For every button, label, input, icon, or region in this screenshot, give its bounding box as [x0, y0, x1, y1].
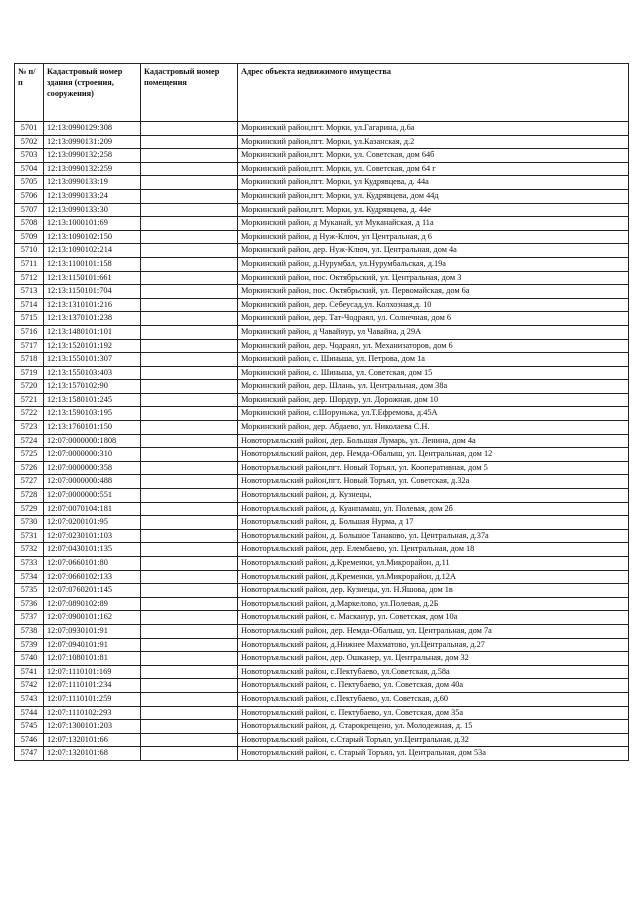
cell-address: Моркинский район, дер. Себеусад,ул. Колхозная,д. 10 — [238, 298, 629, 312]
cell-address: Моркинский район,пгт. Морки, ул.Гагарина, д.6а — [238, 122, 629, 136]
cell-num: 5713 — [15, 285, 44, 299]
cell-room-cadastral — [141, 203, 238, 217]
cell-room-cadastral — [141, 570, 238, 584]
cell-num: 5742 — [15, 679, 44, 693]
table-row — [15, 271, 629, 285]
cell-building-cadastral: 12:13:1090102:150 — [44, 230, 141, 244]
cell-room-cadastral — [141, 122, 238, 136]
cell-num: 5711 — [15, 257, 44, 271]
cell-address: Новоторъяльский район, дер. Елембаево, ул. Центральная, дом 18 — [238, 543, 629, 557]
cell-building-cadastral: 12:07:0070104:181 — [44, 502, 141, 516]
cell-address: Новоторъяльский район, д.Кременки, ул.Микрорайон, д.12А — [238, 570, 629, 584]
cell-num: 5703 — [15, 149, 44, 163]
cell-building-cadastral: 12:07:0890102:89 — [44, 597, 141, 611]
cell-num: 5706 — [15, 189, 44, 203]
cell-address: Моркинский район,пгт. Морки, ул. Кудрявцева, дом 44д — [238, 189, 629, 203]
cell-address: Новоторъяльский район, дер. Кузнецы, ул. Н.Яшова, дом 1в — [238, 584, 629, 598]
table-row — [15, 692, 629, 706]
cell-room-cadastral — [141, 720, 238, 734]
cell-num: 5726 — [15, 461, 44, 475]
table-row — [15, 217, 629, 231]
cell-room-cadastral — [141, 733, 238, 747]
cell-room-cadastral — [141, 285, 238, 299]
cell-building-cadastral: 12:13:1570102:90 — [44, 380, 141, 394]
cell-room-cadastral — [141, 692, 238, 706]
cell-address: Новоторъяльский район, д.Маркелово, ул.Полевая, д.2Б — [238, 597, 629, 611]
table-row — [15, 393, 629, 407]
cell-room-cadastral — [141, 516, 238, 530]
cell-num: 5710 — [15, 244, 44, 258]
cell-room-cadastral — [141, 271, 238, 285]
table-row — [15, 434, 629, 448]
cell-address: Новоторъяльский район, с. Масканур, ул. Советская, дом 10а — [238, 611, 629, 625]
table-header-row — [15, 64, 629, 122]
header-num: № п/п — [15, 64, 44, 122]
table-row — [15, 733, 629, 747]
cell-building-cadastral: 12:07:1110102:293 — [44, 706, 141, 720]
cell-address: Новоторъяльский район, д. Куанпамаш, ул. Полевая, дом 2б — [238, 502, 629, 516]
cell-num: 5715 — [15, 312, 44, 326]
cell-building-cadastral: 12:07:1300101:203 — [44, 720, 141, 734]
cell-num: 5744 — [15, 706, 44, 720]
cell-address: Моркинский район,пгт. Морки, ул Кудрявцева, д. 44а — [238, 176, 629, 190]
table-row — [15, 516, 629, 530]
table-row — [15, 529, 629, 543]
cell-address: Новоторъяльский район, д. Большая Нурма, д 17 — [238, 516, 629, 530]
cell-address: Моркинский район, д.Нурумбал, ул.Нурумбальская, д.19а — [238, 257, 629, 271]
cell-building-cadastral: 12:13:1580101:245 — [44, 393, 141, 407]
table-row — [15, 584, 629, 598]
table-row — [15, 203, 629, 217]
table-row — [15, 679, 629, 693]
cell-building-cadastral: 12:07:1110101:169 — [44, 665, 141, 679]
table-row — [15, 325, 629, 339]
cell-building-cadastral: 12:13:0990133:19 — [44, 176, 141, 190]
cell-address: Моркинский район, пос. Октябрьский, ул. Первомайская, дом 6а — [238, 285, 629, 299]
cell-num: 5747 — [15, 747, 44, 761]
table-row — [15, 353, 629, 367]
cell-num: 5704 — [15, 162, 44, 176]
table-row — [15, 149, 629, 163]
cell-num: 5739 — [15, 638, 44, 652]
cell-address: Новоторъяльский район, дер. Немда-Обалыш, ул. Центральная, дом 12 — [238, 448, 629, 462]
cell-num: 5707 — [15, 203, 44, 217]
cell-room-cadastral — [141, 325, 238, 339]
cell-building-cadastral: 12:13:1310101:216 — [44, 298, 141, 312]
cell-address: Моркинский район,пгт. Морки, ул.Казанская, д.2 — [238, 135, 629, 149]
table-row — [15, 706, 629, 720]
cell-address: Новоторъяльский район, дер. Большая Лумарь, ул. Ленина, дом 4а — [238, 434, 629, 448]
cell-num: 5740 — [15, 652, 44, 666]
header-building-cadastral: Кадастровый номер здания (строения, сооружения) — [44, 64, 141, 122]
cell-num: 5731 — [15, 529, 44, 543]
cell-building-cadastral: 12:07:0940101:91 — [44, 638, 141, 652]
cell-num: 5717 — [15, 339, 44, 353]
cell-building-cadastral: 12:13:0990132:258 — [44, 149, 141, 163]
header-room-cadastral: Кадастровый номер помещения — [141, 64, 238, 122]
table-row — [15, 747, 629, 761]
cell-address: Новоторъяльский район, с.Пектубаево, ул. Советская, д.60 — [238, 692, 629, 706]
table-row — [15, 570, 629, 584]
cell-building-cadastral: 12:13:1150101:661 — [44, 271, 141, 285]
cell-address: Моркинский район,пгт. Морки, ул. Советская, дом 64 г — [238, 162, 629, 176]
cell-num: 5729 — [15, 502, 44, 516]
cell-address: Моркинский район,пгт. Морки, ул. Кудрявцева, д. 44е — [238, 203, 629, 217]
cell-room-cadastral — [141, 380, 238, 394]
table-row — [15, 461, 629, 475]
cell-room-cadastral — [141, 638, 238, 652]
cell-building-cadastral: 12:07:0200101:95 — [44, 516, 141, 530]
cell-building-cadastral: 12:07:1320101:66 — [44, 733, 141, 747]
cell-building-cadastral: 12:13:1100101:158 — [44, 257, 141, 271]
cell-address: Моркинский район, д Чавайнур, ул Чавайна, д 29А — [238, 325, 629, 339]
cell-building-cadastral: 12:07:1080101:81 — [44, 652, 141, 666]
table-row — [15, 285, 629, 299]
cell-room-cadastral — [141, 665, 238, 679]
cell-address: Моркинский район, дер. Шлань, ул. Центральная, дом 38а — [238, 380, 629, 394]
cell-room-cadastral — [141, 149, 238, 163]
cell-building-cadastral: 12:07:0930101:91 — [44, 624, 141, 638]
cell-num: 5736 — [15, 597, 44, 611]
cell-num: 5712 — [15, 271, 44, 285]
cell-room-cadastral — [141, 312, 238, 326]
cell-address: Моркинский район, дер. Абдаево, ул. Николаева С.Н. — [238, 421, 629, 435]
cell-building-cadastral: 12:07:0000000:551 — [44, 489, 141, 503]
table-row — [15, 652, 629, 666]
table-row — [15, 597, 629, 611]
cell-building-cadastral: 12:13:0990133:30 — [44, 203, 141, 217]
cell-room-cadastral — [141, 162, 238, 176]
cell-room-cadastral — [141, 393, 238, 407]
cell-num: 5702 — [15, 135, 44, 149]
cell-building-cadastral: 12:07:0000000:358 — [44, 461, 141, 475]
cell-address: Новоторъяльский район, с.Старый Торъял, ул.Центральная, д.32 — [238, 733, 629, 747]
cell-num: 5701 — [15, 122, 44, 136]
cell-building-cadastral: 12:13:1090102:214 — [44, 244, 141, 258]
cell-address: Моркинский район, с.Шоруньжа, ул.Т.Ефремова, д.45А — [238, 407, 629, 421]
cell-room-cadastral — [141, 407, 238, 421]
cell-address: Моркинский район, с. Шиньша, ул. Петрова, дом 1а — [238, 353, 629, 367]
cell-building-cadastral: 12:07:0230101:103 — [44, 529, 141, 543]
cell-address: Моркинский район, с. Шиньша, ул. Советская, дом 15 — [238, 366, 629, 380]
cell-num: 5722 — [15, 407, 44, 421]
table-row — [15, 230, 629, 244]
cell-building-cadastral: 12:07:1110101:259 — [44, 692, 141, 706]
cell-building-cadastral: 12:07:1110101:234 — [44, 679, 141, 693]
cell-room-cadastral — [141, 489, 238, 503]
table-row — [15, 638, 629, 652]
cell-num: 5718 — [15, 353, 44, 367]
cell-address: Моркинский район, д Муканай, ул Муканайская, д 11а — [238, 217, 629, 231]
table-row — [15, 135, 629, 149]
cell-num: 5732 — [15, 543, 44, 557]
cell-num: 5714 — [15, 298, 44, 312]
cell-num: 5727 — [15, 475, 44, 489]
cell-address: Новоторъяльский район, с.Пектубаево, ул.Советская, д.58а — [238, 665, 629, 679]
cell-room-cadastral — [141, 652, 238, 666]
table-row — [15, 298, 629, 312]
cell-room-cadastral — [141, 475, 238, 489]
table-row — [15, 475, 629, 489]
cell-room-cadastral — [141, 176, 238, 190]
cell-building-cadastral: 12:07:1320101:68 — [44, 747, 141, 761]
cell-address: Новоторъяльский район, д. Кузнецы, — [238, 489, 629, 503]
cell-building-cadastral: 12:13:1370101:238 — [44, 312, 141, 326]
cell-building-cadastral: 12:07:0000000:1808 — [44, 434, 141, 448]
cell-num: 5725 — [15, 448, 44, 462]
table-row — [15, 176, 629, 190]
cell-address: Новоторъяльский район, с. Старый Торъял, ул. Центральная, дом 53а — [238, 747, 629, 761]
cell-building-cadastral: 12:07:0900101:162 — [44, 611, 141, 625]
table-row — [15, 380, 629, 394]
property-registry-table — [14, 63, 629, 761]
cell-building-cadastral: 12:13:1760101:150 — [44, 421, 141, 435]
cell-address: Новоторъяльский район, д. Старокрещено, ул. Молодежная, д. 15 — [238, 720, 629, 734]
cell-num: 5708 — [15, 217, 44, 231]
table-row — [15, 339, 629, 353]
cell-room-cadastral — [141, 217, 238, 231]
table-row — [15, 162, 629, 176]
cell-address: Новоторъяльский район, дер. Ошканер, ул. Центральная, дом 32 — [238, 652, 629, 666]
table-row — [15, 611, 629, 625]
cell-num: 5705 — [15, 176, 44, 190]
cell-room-cadastral — [141, 434, 238, 448]
cell-num: 5746 — [15, 733, 44, 747]
cell-building-cadastral: 12:13:1550101:307 — [44, 353, 141, 367]
cell-num: 5721 — [15, 393, 44, 407]
cell-room-cadastral — [141, 502, 238, 516]
cell-room-cadastral — [141, 230, 238, 244]
cell-building-cadastral: 12:13:0990129:308 — [44, 122, 141, 136]
cell-address: Моркинский район, дер. Чодраял, ул. Механизаторов, дом 6 — [238, 339, 629, 353]
cell-num: 5743 — [15, 692, 44, 706]
cell-building-cadastral: 12:07:0660102:133 — [44, 570, 141, 584]
cell-building-cadastral: 12:13:1000101:69 — [44, 217, 141, 231]
cell-room-cadastral — [141, 135, 238, 149]
cell-building-cadastral: 12:13:1480101:101 — [44, 325, 141, 339]
cell-room-cadastral — [141, 461, 238, 475]
cell-room-cadastral — [141, 448, 238, 462]
table-row — [15, 489, 629, 503]
cell-building-cadastral: 12:13:1150101:704 — [44, 285, 141, 299]
cell-room-cadastral — [141, 611, 238, 625]
cell-building-cadastral: 12:07:0660101:80 — [44, 557, 141, 571]
cell-address: Новоторъяльский район, с. Пектубаево, ул. Советская, дом 40а — [238, 679, 629, 693]
cell-address: Моркинский район, дер. Тат-Чодраял, ул. Солнечная, дом 6 — [238, 312, 629, 326]
cell-building-cadastral: 12:13:0990133:24 — [44, 189, 141, 203]
cell-address: Новоторъяльский район, дер. Немда-Обалыш, ул. Центральная, дом 7а — [238, 624, 629, 638]
table-row — [15, 244, 629, 258]
cell-room-cadastral — [141, 706, 238, 720]
cell-building-cadastral: 12:13:0990131:209 — [44, 135, 141, 149]
cell-num: 5728 — [15, 489, 44, 503]
table-row — [15, 624, 629, 638]
cell-num: 5735 — [15, 584, 44, 598]
table-row — [15, 421, 629, 435]
cell-room-cadastral — [141, 366, 238, 380]
cell-address: Моркинский район,пгт. Морки, ул. Советская, дом 64б — [238, 149, 629, 163]
cell-room-cadastral — [141, 679, 238, 693]
cell-num: 5733 — [15, 557, 44, 571]
cell-building-cadastral: 12:07:0430101:135 — [44, 543, 141, 557]
cell-room-cadastral — [141, 624, 238, 638]
cell-num: 5730 — [15, 516, 44, 530]
cell-num: 5745 — [15, 720, 44, 734]
cell-room-cadastral — [141, 257, 238, 271]
table-row — [15, 448, 629, 462]
table-row — [15, 543, 629, 557]
table-row — [15, 257, 629, 271]
cell-num: 5741 — [15, 665, 44, 679]
table-row — [15, 366, 629, 380]
cell-address: Новоторъяльский район, с. Пектубаево, ул. Советская, дом 35а — [238, 706, 629, 720]
cell-address: Моркинский район, дер. Нуж-Ключ, ул. Центральная, дом 4а — [238, 244, 629, 258]
cell-address: Новоторъяльский район,пгт. Новый Торъял, ул. Советская, д.32а — [238, 475, 629, 489]
cell-room-cadastral — [141, 543, 238, 557]
table-row — [15, 557, 629, 571]
cell-room-cadastral — [141, 557, 238, 571]
header-address: Адрес объекта недвижимого имущества — [238, 64, 629, 122]
cell-num: 5724 — [15, 434, 44, 448]
cell-num: 5737 — [15, 611, 44, 625]
table-row — [15, 407, 629, 421]
cell-building-cadastral: 12:07:0000000:310 — [44, 448, 141, 462]
table-row — [15, 312, 629, 326]
cell-building-cadastral: 12:13:0990132:259 — [44, 162, 141, 176]
cell-room-cadastral — [141, 747, 238, 761]
cell-num: 5734 — [15, 570, 44, 584]
table-row — [15, 720, 629, 734]
cell-num: 5716 — [15, 325, 44, 339]
cell-address: Новоторъяльский район, д. Большое Танаково, ул. Центральная, д.37а — [238, 529, 629, 543]
cell-building-cadastral: 12:13:1590103:195 — [44, 407, 141, 421]
cell-num: 5709 — [15, 230, 44, 244]
cell-building-cadastral: 12:13:1520101:192 — [44, 339, 141, 353]
cell-room-cadastral — [141, 597, 238, 611]
cell-room-cadastral — [141, 339, 238, 353]
table-body — [15, 122, 629, 761]
cell-num: 5720 — [15, 380, 44, 394]
cell-address: Моркинский район, д Нуж-Ключ, ул Центральная, д 6 — [238, 230, 629, 244]
cell-room-cadastral — [141, 189, 238, 203]
cell-address: Новоторъяльский район, д.Кременки, ул.Микрорайон, д.11 — [238, 557, 629, 571]
cell-room-cadastral — [141, 529, 238, 543]
table-row — [15, 122, 629, 136]
cell-room-cadastral — [141, 421, 238, 435]
cell-room-cadastral — [141, 298, 238, 312]
table-row — [15, 665, 629, 679]
cell-num: 5723 — [15, 421, 44, 435]
cell-num: 5738 — [15, 624, 44, 638]
table-row — [15, 502, 629, 516]
cell-address: Новоторъяльский район,пгт. Новый Торъял, ул. Кооперативная, дом 5 — [238, 461, 629, 475]
cell-num: 5719 — [15, 366, 44, 380]
cell-room-cadastral — [141, 584, 238, 598]
cell-building-cadastral: 12:07:0760201:145 — [44, 584, 141, 598]
cell-address: Моркинский район, пос. Октябрьский, ул. Центральная, дом 3 — [238, 271, 629, 285]
cell-building-cadastral: 12:13:1550103:403 — [44, 366, 141, 380]
cell-building-cadastral: 12:07:0000000:488 — [44, 475, 141, 489]
table-row — [15, 189, 629, 203]
cell-address: Новоторъяльский район, д.Нижнее Махматово, ул.Центральная, д.27 — [238, 638, 629, 652]
cell-address: Моркинский район, дер. Шордур, ул. Дорожная, дом 10 — [238, 393, 629, 407]
cell-room-cadastral — [141, 244, 238, 258]
cell-room-cadastral — [141, 353, 238, 367]
